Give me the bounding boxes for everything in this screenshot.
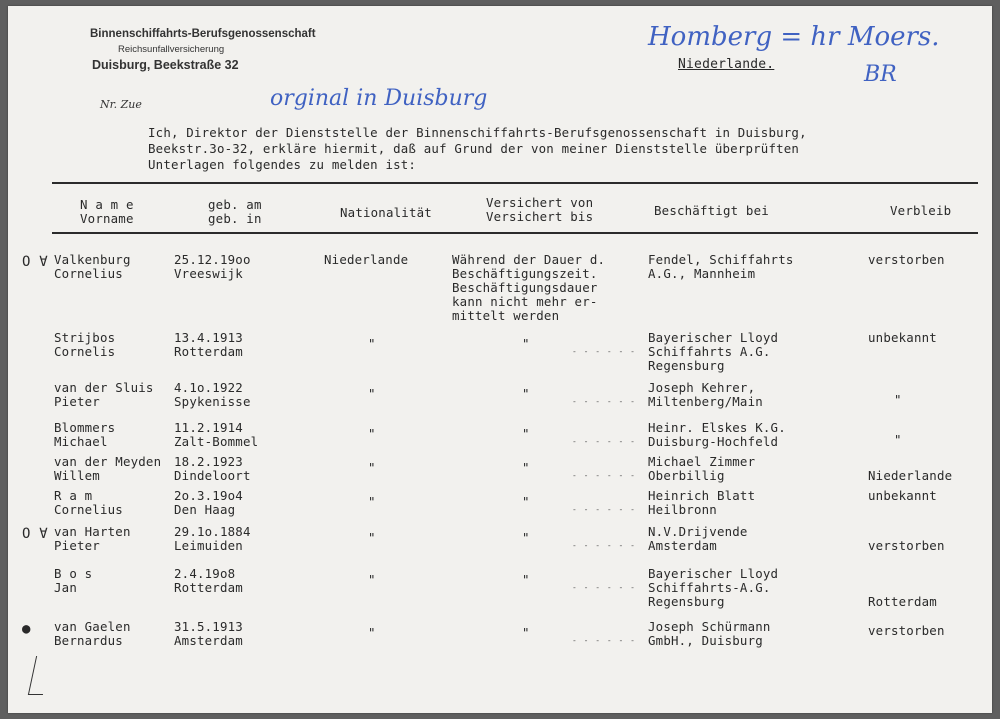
faded-dash-marks: - - - - - - — [572, 636, 636, 645]
row-nationality: " — [368, 572, 376, 587]
row-insured-line: " — [522, 336, 530, 351]
row-verbleib: verstorben — [868, 538, 945, 553]
row-birth-place: Leimuiden — [174, 538, 243, 553]
table-top-rule — [52, 182, 978, 184]
row-first-name: Cornelius — [54, 502, 123, 517]
row-birth-date: 31.5.1913 — [174, 619, 243, 634]
row-nationality: " — [368, 460, 376, 475]
row-employer-line: N.V.Drijvende — [648, 524, 748, 539]
handwritten-location-note: Homberg = hr Moers. — [648, 22, 940, 52]
header-verbleib: Verbleib — [890, 203, 952, 218]
header-name: N a m e — [80, 197, 134, 212]
row-employer-line: Regensburg — [648, 594, 725, 609]
row-verbleib: verstorben — [868, 623, 945, 638]
row-birth-place: Zalt-Bommel — [174, 434, 259, 449]
row-employer-line: Schiffahrts A.G. — [648, 344, 771, 359]
row-birth-place: Vreeswijk — [174, 266, 243, 281]
row-surname: van Gaelen — [54, 619, 131, 634]
row-nationality: " — [368, 336, 376, 351]
row-first-name: Pieter — [54, 394, 100, 409]
row-birth-place: Den Haag — [174, 502, 236, 517]
row-margin-mark: O ∀ — [22, 254, 48, 270]
row-birth-place: Spykenisse — [174, 394, 251, 409]
letterhead-org: Binnenschiffahrts-Berufsgenossenschaft — [90, 28, 316, 40]
row-surname: van der Sluis — [54, 380, 154, 395]
country-heading: Niederlande. — [678, 57, 775, 72]
row-first-name: Cornelis — [54, 344, 116, 359]
row-birth-place: Amsterdam — [174, 633, 243, 648]
row-employer-line: Michael Zimmer — [648, 454, 756, 469]
row-verbleib: " — [894, 432, 902, 447]
row-employer-line: Joseph Schürmann — [648, 619, 771, 634]
faded-dash-marks: - - - - - - — [572, 397, 636, 406]
row-verbleib: unbekannt — [868, 330, 937, 345]
table-header-rule — [52, 232, 978, 234]
row-verbleib: verstorben — [868, 252, 945, 267]
row-insured-line: " — [522, 494, 530, 509]
row-birth-date: 4.1o.1922 — [174, 380, 243, 395]
row-verbleib: Rotterdam — [868, 594, 937, 609]
row-employer-line: Amsterdam — [648, 538, 717, 553]
row-employer-line: Regensburg — [648, 358, 725, 373]
row-insured-line: Beschäftigungsdauer — [452, 280, 598, 295]
intro-line-3: Unterlagen folgendes zu melden ist: — [148, 157, 417, 172]
row-verbleib: Niederlande — [868, 468, 953, 483]
handwritten-original-note: orginal in Duisburg — [270, 86, 488, 111]
row-first-name: Jan — [54, 580, 77, 595]
handwritten-small-note: Nr. Zue — [100, 98, 142, 111]
row-insured-line: " — [522, 625, 530, 640]
row-birth-date: 2o.3.19o4 — [174, 488, 243, 503]
header-nationality: Nationalität — [340, 205, 432, 220]
faded-dash-marks: - - - - - - — [572, 347, 636, 356]
row-birth-date: 2.4.19o8 — [174, 566, 236, 581]
row-insured-line: mittelt werden — [452, 308, 560, 323]
row-surname: Blommers — [54, 420, 116, 435]
header-geb-in: geb. in — [208, 211, 262, 226]
intro-line-2: Beekstr.3o-32, erkläre hiermit, daß auf Grund der von meiner Dienststelle überprüften — [148, 141, 800, 156]
row-birth-date: 18.2.1923 — [174, 454, 243, 469]
row-birth-date: 11.2.1914 — [174, 420, 243, 435]
faded-dash-marks: - - - - - - — [572, 437, 636, 446]
header-geb-am: geb. am — [208, 197, 262, 212]
row-employer-line: Schiffahrts-A.G. — [648, 580, 771, 595]
row-first-name: Pieter — [54, 538, 100, 553]
row-employer-line: Duisburg-Hochfeld — [648, 434, 779, 449]
row-birth-date: 25.12.19oo — [174, 252, 251, 267]
header-employer: Beschäftigt bei — [654, 203, 769, 218]
faded-dash-marks: - - - - - - — [572, 505, 636, 514]
row-surname: Strijbos — [54, 330, 116, 345]
row-insured-line: " — [522, 530, 530, 545]
faded-dash-marks: - - - - - - — [572, 541, 636, 550]
row-employer-line: Miltenberg/Main — [648, 394, 763, 409]
row-birth-date: 29.1o.1884 — [174, 524, 251, 539]
row-insured-line: kann nicht mehr er- — [452, 294, 598, 309]
row-first-name: Bernardus — [54, 633, 123, 648]
document-page — [8, 6, 992, 713]
row-employer-line: Oberbillig — [648, 468, 725, 483]
row-insured-line: " — [522, 572, 530, 587]
row-verbleib: " — [894, 392, 902, 407]
row-margin-mark: ● — [22, 621, 31, 637]
row-first-name: Cornelius — [54, 266, 123, 281]
row-birth-place: Rotterdam — [174, 580, 243, 595]
row-employer-line: Heinr. Elskes K.G. — [648, 420, 786, 435]
row-surname: van der Meyden — [54, 454, 162, 469]
row-surname: B o s — [54, 566, 93, 581]
row-insured-line: " — [522, 460, 530, 475]
row-nationality: " — [368, 426, 376, 441]
faded-dash-marks: - - - - - - — [572, 471, 636, 480]
header-vorname: Vorname — [80, 211, 134, 226]
row-employer-line: Joseph Kehrer, — [648, 380, 756, 395]
row-margin-mark: O ∀ — [22, 526, 48, 542]
intro-line-1: Ich, Direktor der Dienststelle der Binnenschiffahrts-Berufsgenossenschaft in Duisburg, — [148, 125, 807, 140]
row-employer-line: Bayerischer Lloyd — [648, 566, 779, 581]
margin-bracket — [28, 656, 51, 695]
row-surname: R a m — [54, 488, 93, 503]
row-employer-line: Bayerischer Lloyd — [648, 330, 779, 345]
row-employer-line: A.G., Mannheim — [648, 266, 756, 281]
row-birth-date: 13.4.1913 — [174, 330, 243, 345]
row-birth-place: Dindeloort — [174, 468, 251, 483]
row-birth-place: Rotterdam — [174, 344, 243, 359]
row-surname: Valkenburg — [54, 252, 131, 267]
handwritten-initials: BR — [864, 62, 897, 87]
row-nationality: " — [368, 386, 376, 401]
header-insured-from: Versichert von — [486, 195, 594, 210]
row-nationality: Niederlande — [324, 252, 409, 267]
faded-dash-marks: - - - - - - — [572, 583, 636, 592]
row-nationality: " — [368, 494, 376, 509]
letterhead-sub: Reichsunfallversicherung — [118, 44, 225, 55]
row-insured-line: " — [522, 386, 530, 401]
row-employer-line: Fendel, Schiffahrts — [648, 252, 794, 267]
row-surname: van Harten — [54, 524, 131, 539]
row-nationality: " — [368, 530, 376, 545]
row-verbleib: unbekannt — [868, 488, 937, 503]
row-employer-line: GmbH., Duisburg — [648, 633, 763, 648]
row-insured-line: Beschäftigungszeit. — [452, 266, 598, 281]
row-nationality: " — [368, 625, 376, 640]
row-first-name: Michael — [54, 434, 108, 449]
row-employer-line: Heilbronn — [648, 502, 717, 517]
row-insured-line: Während der Dauer d. — [452, 252, 606, 267]
row-first-name: Willem — [54, 468, 100, 483]
letterhead-address: Duisburg, Beekstraße 32 — [92, 58, 239, 72]
row-insured-line: " — [522, 426, 530, 441]
header-insured-to: Versichert bis — [486, 209, 594, 224]
row-employer-line: Heinrich Blatt — [648, 488, 756, 503]
